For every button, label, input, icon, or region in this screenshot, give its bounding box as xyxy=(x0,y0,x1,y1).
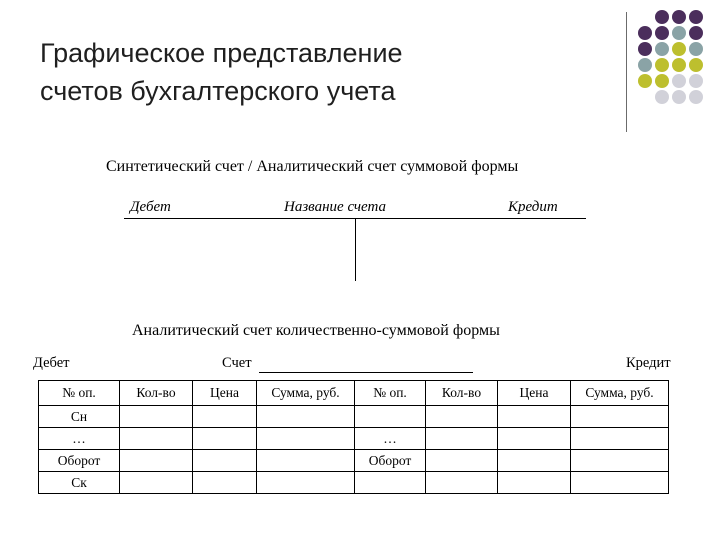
table-cell xyxy=(257,472,355,494)
decor-dot xyxy=(672,74,686,88)
table-cell: Оборот xyxy=(39,450,120,472)
table-cell: … xyxy=(355,428,426,450)
table-cell xyxy=(193,450,257,472)
table-cell xyxy=(426,406,498,428)
table-cell: … xyxy=(39,428,120,450)
table-header-cell: № оп. xyxy=(39,381,120,406)
t-account-vertical-line xyxy=(355,219,356,281)
decor-dot xyxy=(689,74,703,88)
decor-divider xyxy=(626,12,627,132)
table-header-cell: Сумма, руб. xyxy=(257,381,355,406)
table-row xyxy=(39,472,669,494)
slide-title xyxy=(40,34,600,110)
table-cell xyxy=(571,450,669,472)
decor-dot xyxy=(638,10,652,24)
table-header-cell: Кол-во xyxy=(426,381,498,406)
table-cell xyxy=(426,450,498,472)
table-cell xyxy=(193,406,257,428)
table-cell xyxy=(498,472,571,494)
decor-dot xyxy=(638,58,652,72)
decor-dot xyxy=(655,10,669,24)
decor-dot xyxy=(655,42,669,56)
table-cell xyxy=(355,472,426,494)
decor-dot xyxy=(672,58,686,72)
table-cell xyxy=(498,428,571,450)
table-cell xyxy=(498,406,571,428)
table-cell xyxy=(120,428,193,450)
decor-dot xyxy=(689,42,703,56)
title-line-1: Графическое представление xyxy=(40,38,403,68)
table-cell xyxy=(355,406,426,428)
decor-dot xyxy=(672,26,686,40)
table-cell xyxy=(193,472,257,494)
table-row xyxy=(39,450,669,472)
decor-dot xyxy=(672,42,686,56)
decor-dot xyxy=(655,26,669,40)
table-header-cell: № оп. xyxy=(355,381,426,406)
decor-dot xyxy=(689,58,703,72)
table-header-cell: Кол-во xyxy=(120,381,193,406)
t-account-credit-label: Кредит xyxy=(508,199,558,215)
decor-dot xyxy=(689,26,703,40)
table-cell xyxy=(257,450,355,472)
table-cell xyxy=(571,472,669,494)
decor-dot xyxy=(672,10,686,24)
decor-dot xyxy=(672,90,686,104)
table-cell xyxy=(571,406,669,428)
synthetic-account-heading: Синтетический счет / Аналитический счет суммовой формы xyxy=(106,158,519,175)
table-header-cell: Цена xyxy=(498,381,571,406)
table-cell: Оборот xyxy=(355,450,426,472)
quantitative-credit-label: Кредит xyxy=(626,355,671,371)
table-header-row xyxy=(39,381,669,406)
decor-dot xyxy=(655,58,669,72)
table-cell xyxy=(120,450,193,472)
t-account-name-label: Название счета xyxy=(284,199,387,215)
title-line-2: счетов бухгалтерского учета xyxy=(40,76,396,106)
decor-dot xyxy=(655,74,669,88)
quantitative-account-label: Счет xyxy=(222,355,252,371)
table-cell xyxy=(120,472,193,494)
table-cell xyxy=(426,472,498,494)
table-row xyxy=(39,406,669,428)
decor-dot xyxy=(689,10,703,24)
decor-dot-grid xyxy=(638,10,703,105)
table-cell xyxy=(120,406,193,428)
decor-dot xyxy=(655,90,669,104)
t-account-debit-label: Дебет xyxy=(130,199,171,215)
table-cell xyxy=(257,428,355,450)
table-header-cell: Цена xyxy=(193,381,257,406)
table-cell xyxy=(257,406,355,428)
table-cell xyxy=(193,428,257,450)
table-cell xyxy=(498,450,571,472)
table-cell xyxy=(571,428,669,450)
decor-dot xyxy=(689,90,703,104)
quantitative-account-table xyxy=(38,380,669,494)
quantitative-debit-label: Дебет xyxy=(33,355,70,371)
account-name-blank-line xyxy=(259,372,473,373)
decor-dot xyxy=(638,74,652,88)
table-cell xyxy=(426,428,498,450)
table-row xyxy=(39,428,669,450)
decor-dot xyxy=(638,42,652,56)
table-cell: Сн xyxy=(39,406,120,428)
table-header-cell: Сумма, руб. xyxy=(571,381,669,406)
quantitative-account-heading: Аналитический счет количественно-суммовой формы xyxy=(132,322,500,339)
table-cell: Ск xyxy=(39,472,120,494)
decor-dot xyxy=(638,26,652,40)
decor-dot xyxy=(638,90,652,104)
